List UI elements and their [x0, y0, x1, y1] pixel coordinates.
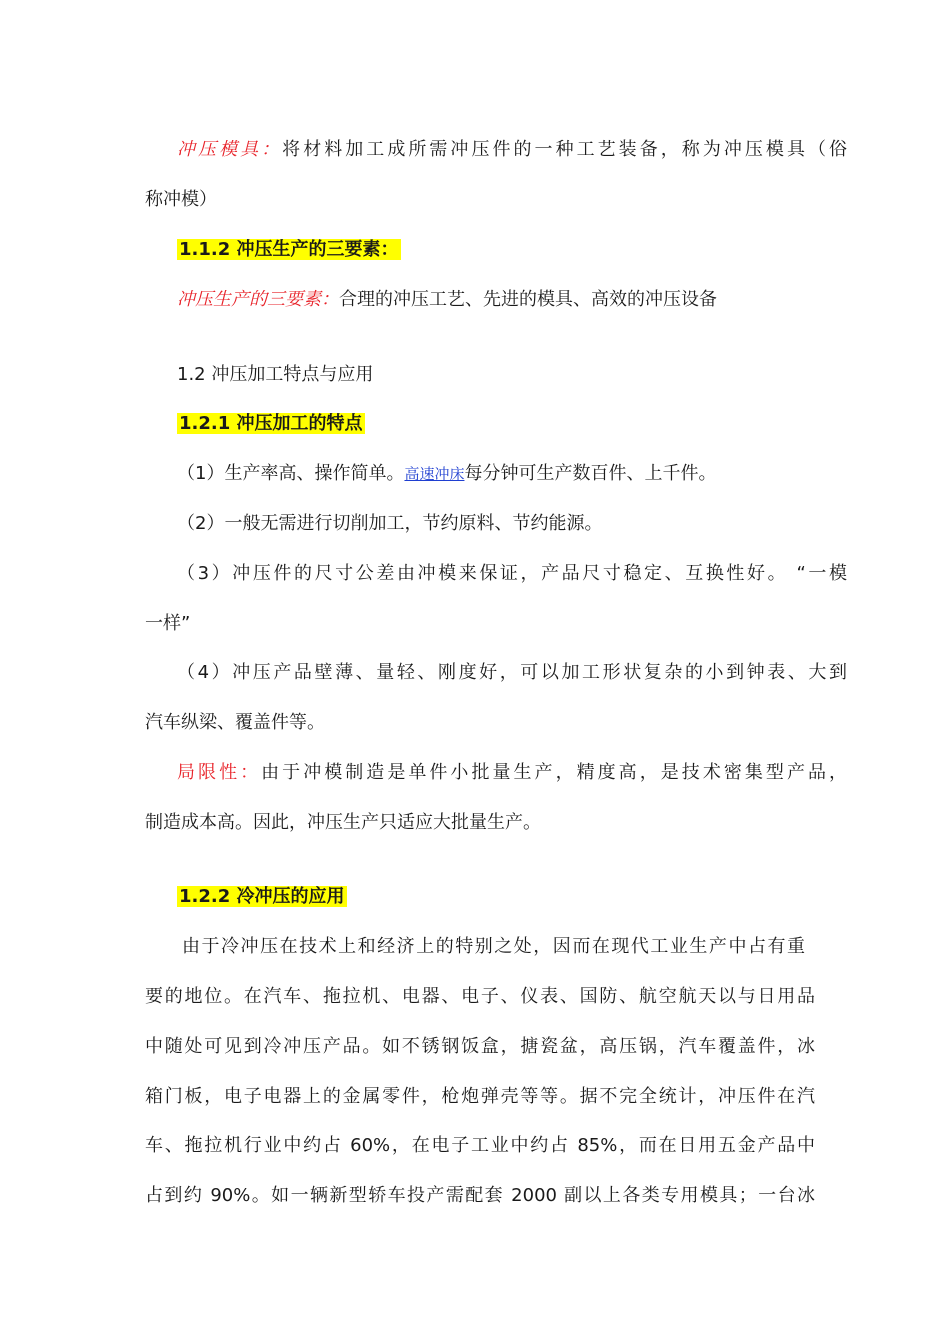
list-item-4-line1: （4）冲压产品壁薄、量轻、刚度好，可以加工形状复杂的小到钟表、大到: [177, 662, 847, 683]
heading-highlight: 1.2.1 冲压加工的特点: [179, 413, 363, 434]
heading-highlight: 1.2.2 冷冲压的应用: [179, 886, 345, 907]
definition-text: 将材料加工成所需冲压件的一种工艺装备，称为冲压模具（俗: [282, 139, 848, 160]
limitation-text: 由于冲模制造是单件小批量生产，精度高，是技术密集型产品，: [261, 762, 848, 783]
paragraph-stamping-die-line2: 称冲模）: [145, 189, 217, 210]
item-text: （1）生产率高、操作简单。: [177, 463, 405, 484]
heading-1-1-2: [177, 238, 847, 262]
term-three-elements: 冲压生产的三要素：: [177, 289, 339, 310]
paragraph-three-elements: [177, 288, 847, 312]
list-item-4-line2: 汽车纵梁、覆盖件等。: [145, 712, 325, 733]
application-paragraph-line: 车、拖拉机行业中约占 60%，在电子工业中约占 85%，而在日用五金产品中: [145, 1135, 815, 1156]
heading-highlight: 1.1.2 冲压生产的三要素：: [179, 239, 399, 260]
list-item-1: [177, 462, 847, 486]
heading-1-2-2: [177, 885, 847, 909]
item-text: 每分钟可生产数百件、上千件。: [464, 463, 717, 484]
paragraph-limitation-line1: [177, 761, 847, 785]
list-item-3-line1: （3）冲压件的尺寸公差由冲模来保证，产品尺寸稳定、互换性好。 “一模: [177, 563, 847, 584]
heading-1-2-1: [177, 412, 847, 436]
list-item-2: （2）一般无需进行切削加工，节约原料、节约能源。: [177, 513, 603, 534]
paragraph-limitation-line2: 制造成本高。因此，冲压生产只适应大批量生产。: [145, 812, 541, 833]
application-paragraph-line: 中随处可见到冷冲压产品。如不锈钢饭盒，搪瓷盆，高压锅，汽车覆盖件，冰: [145, 1036, 815, 1057]
term-limitation: 局限性：: [177, 762, 262, 783]
list-item-3-line2: 一样”: [145, 613, 191, 634]
term-stamping-die: 冲压模具：: [177, 139, 283, 160]
three-elements-text: 合理的冲压工艺、先进的模具、高效的冲压设备: [339, 289, 717, 310]
section-heading-1-2: 1.2 冲压加工特点与应用: [177, 364, 374, 385]
application-paragraph-line: 占到约 90%。如一辆新型轿车投产需配套 2000 副以上各类专用模具；一台冰: [145, 1185, 815, 1206]
application-paragraph-line: 由于冷冲压在技术上和经济上的特别之处，因而在现代工业生产中占有重: [182, 936, 805, 957]
application-paragraph-line: 箱门板，电子电器上的金属零件，枪炮弹壳等等。据不完全统计，冲压件在汽: [145, 1086, 815, 1107]
paragraph-stamping-die-line1: [177, 138, 847, 162]
high-speed-press-link[interactable]: 高速冲床: [404, 465, 465, 483]
application-paragraph-line: 要的地位。在汽车、拖拉机、电器、电子、仪表、国防、航空航天以与日用品: [145, 986, 815, 1007]
